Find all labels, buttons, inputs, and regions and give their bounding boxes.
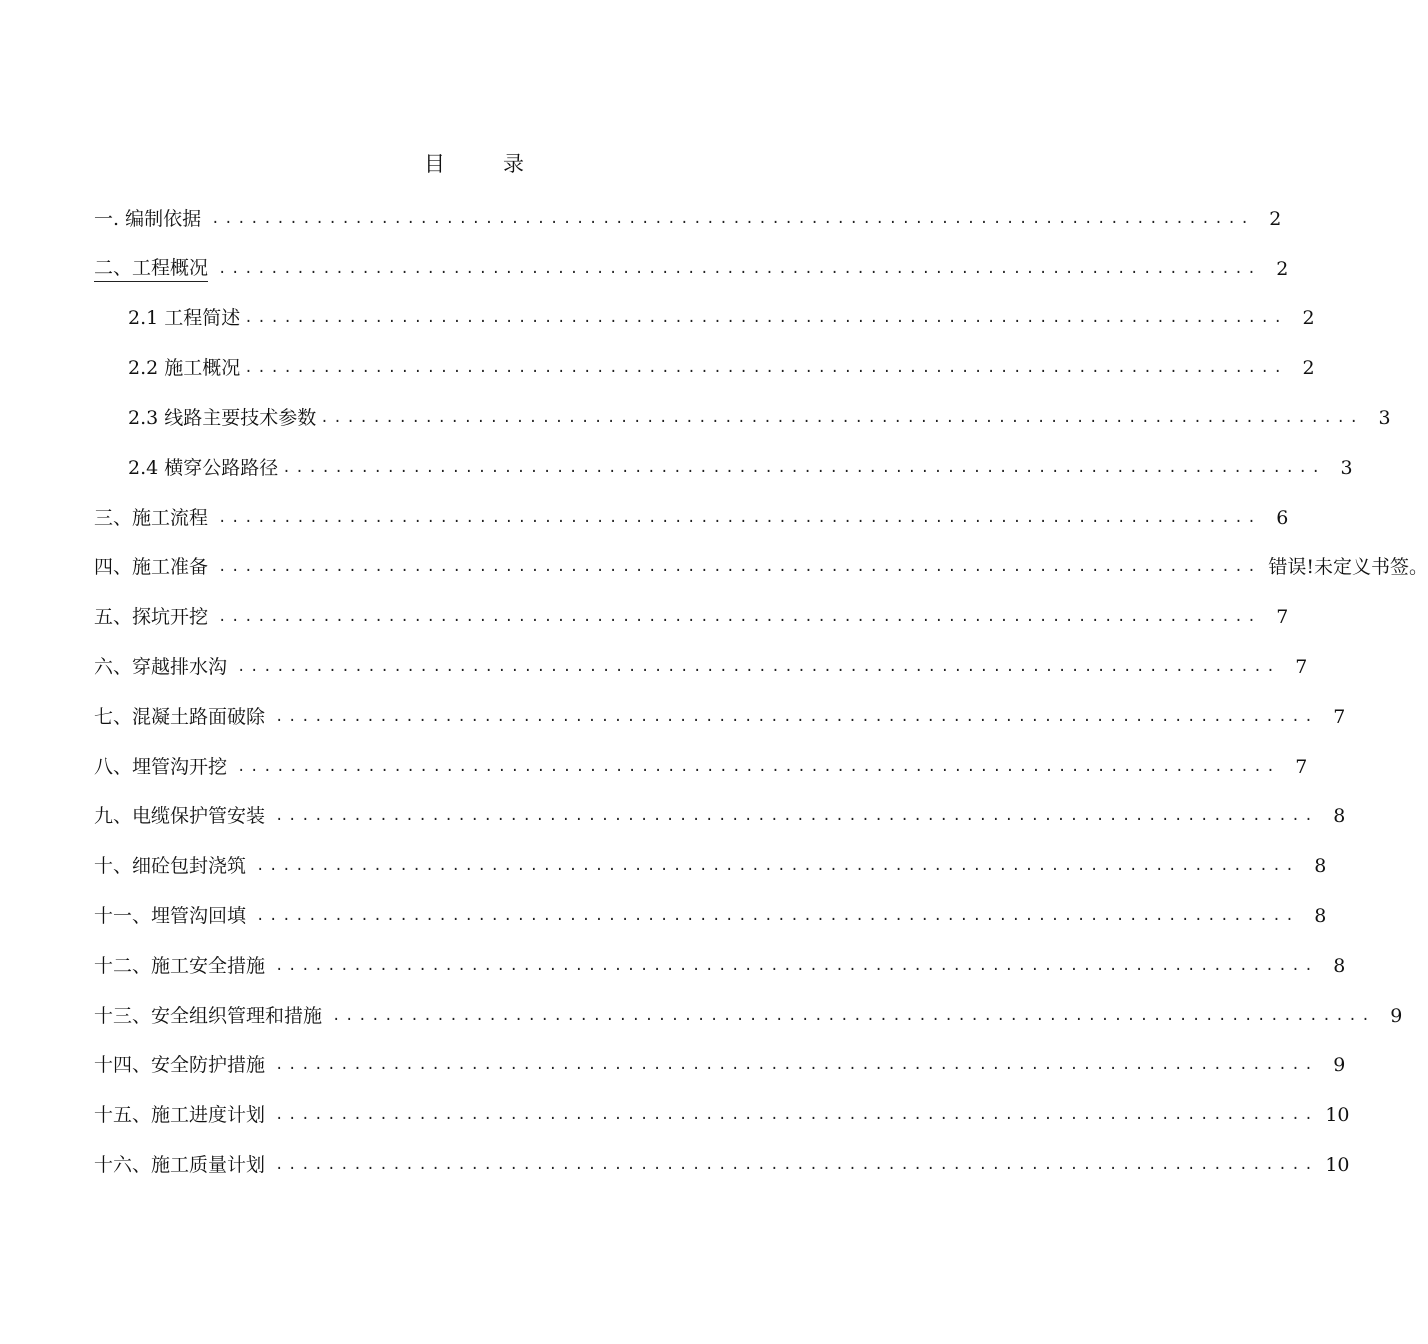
toc-entry[interactable]	[94, 642, 1308, 692]
toc-entry-page: 8	[1314, 855, 1327, 878]
toc-dot-leader: ................................................................................	[332, 1007, 1375, 1024]
toc-entry-label: 六、穿越排水沟	[94, 656, 228, 679]
toc-entry-label: 2.1 工程简述	[128, 307, 241, 330]
toc-entry-label: 五、探坑开挖	[94, 606, 209, 629]
toc-title	[0, 148, 950, 178]
toc-dot-leader: ................................................................................	[211, 210, 1254, 227]
toc-entry-label: 2.2 施工概况	[128, 357, 241, 380]
toc-entry-page: 10	[1325, 1154, 1350, 1177]
toc-entry[interactable]	[94, 592, 1289, 642]
toc-entry-page: 10	[1325, 1104, 1350, 1127]
toc-entry[interactable]	[94, 891, 1327, 941]
toc-dot-leader: ................................................................................	[218, 260, 1261, 277]
toc-entry[interactable]	[94, 1041, 1346, 1091]
toc-title-char-2: 录	[503, 152, 526, 176]
toc-entry[interactable]	[94, 792, 1346, 842]
toc-dot-leader: ................................................................................	[320, 410, 1363, 427]
toc-entry-page: 错误!未定义书签。	[1268, 556, 1428, 579]
toc-dot-leader: ................................................................................	[244, 360, 1287, 377]
toc-entry-page: 8	[1314, 905, 1327, 928]
toc-entry-page: 9	[1333, 1054, 1346, 1077]
toc-dot-leader: ................................................................................	[282, 459, 1325, 476]
toc-entry-label: 十六、施工质量计划	[94, 1154, 266, 1177]
toc-entry[interactable]	[94, 1140, 1350, 1190]
toc-dot-leader: ................................................................................	[256, 858, 1299, 875]
toc-entry-label: 2.3 线路主要技术参数	[128, 407, 317, 430]
toc-entry[interactable]	[94, 991, 1403, 1041]
toc-entry-label: 2.4 横穿公路路径	[128, 456, 279, 479]
toc-entry-page: 2	[1276, 257, 1289, 280]
toc-entry-page: 8	[1333, 954, 1346, 977]
toc-entry-label: 一. 编制依据	[94, 207, 202, 230]
toc-dot-leader: ................................................................................	[275, 1107, 1318, 1124]
toc-entry-label: 七、混凝土路面破除	[94, 705, 266, 728]
toc-entry-label: 十二、施工安全措施	[94, 954, 266, 977]
toc-entry-label: 二、工程概况	[94, 256, 208, 282]
toc-entry[interactable]	[94, 343, 1315, 393]
toc-title-char-1: 目	[424, 152, 447, 176]
toc-entry-page: 7	[1276, 606, 1289, 629]
toc-entry[interactable]	[94, 294, 1315, 344]
toc-entry-page: 7	[1295, 656, 1308, 679]
toc-entry[interactable]	[94, 543, 1428, 593]
toc-entry-label: 十三、安全组织管理和措施	[94, 1004, 323, 1027]
toc-entry-label: 十一、埋管沟回填	[94, 905, 247, 928]
toc-entry[interactable]	[94, 244, 1289, 294]
toc-entry[interactable]	[94, 692, 1346, 742]
toc-entry-page: 2	[1302, 357, 1315, 380]
toc-entry-label: 十、细砼包封浇筑	[94, 855, 247, 878]
toc-dot-leader: ................................................................................	[275, 1057, 1318, 1074]
toc-entry-label: 四、施工准备	[94, 556, 209, 579]
toc-entry[interactable]	[94, 443, 1353, 493]
toc-entry-label: 九、电缆保护管安装	[94, 805, 266, 828]
toc-entry[interactable]	[94, 841, 1327, 891]
toc-entry-page: 2	[1269, 207, 1282, 230]
toc-dot-leader: ................................................................................	[244, 310, 1287, 327]
toc-entry-page: 6	[1276, 506, 1289, 529]
toc-dot-leader: ................................................................................	[256, 908, 1299, 925]
toc-dot-leader: ................................................................................	[237, 758, 1280, 775]
toc-entry[interactable]	[94, 194, 1282, 244]
toc-dot-leader: ................................................................................	[218, 559, 1261, 576]
toc-entry-label: 十五、施工进度计划	[94, 1104, 266, 1127]
toc-entry-label: 十四、安全防护措施	[94, 1054, 266, 1077]
toc-entry-page: 2	[1302, 307, 1315, 330]
toc-dot-leader: ................................................................................	[218, 509, 1261, 526]
toc-dot-leader: ................................................................................	[275, 708, 1318, 725]
toc-entry-page: 7	[1295, 755, 1308, 778]
toc-entry-page: 8	[1333, 805, 1346, 828]
toc-dot-leader: ................................................................................	[237, 659, 1280, 676]
toc-entry-page: 9	[1390, 1004, 1403, 1027]
toc-entry[interactable]	[94, 493, 1289, 543]
toc-entry[interactable]	[94, 941, 1346, 991]
toc-dot-leader: ................................................................................	[218, 609, 1261, 626]
toc-entry-label: 三、施工流程	[94, 506, 209, 529]
toc-entry-page: 7	[1333, 705, 1346, 728]
toc-entry-page: 3	[1340, 456, 1353, 479]
toc-entry[interactable]	[94, 742, 1308, 792]
toc-entry[interactable]	[94, 393, 1391, 443]
toc-dot-leader: ................................................................................	[275, 957, 1318, 974]
toc-entry-label: 八、埋管沟开挖	[94, 755, 228, 778]
toc-entry[interactable]	[94, 1090, 1350, 1140]
toc-dot-leader: ................................................................................	[275, 808, 1318, 825]
table-of-contents	[94, 194, 1428, 1190]
toc-dot-leader: ................................................................................	[275, 1157, 1318, 1174]
toc-entry-page: 3	[1378, 407, 1391, 430]
